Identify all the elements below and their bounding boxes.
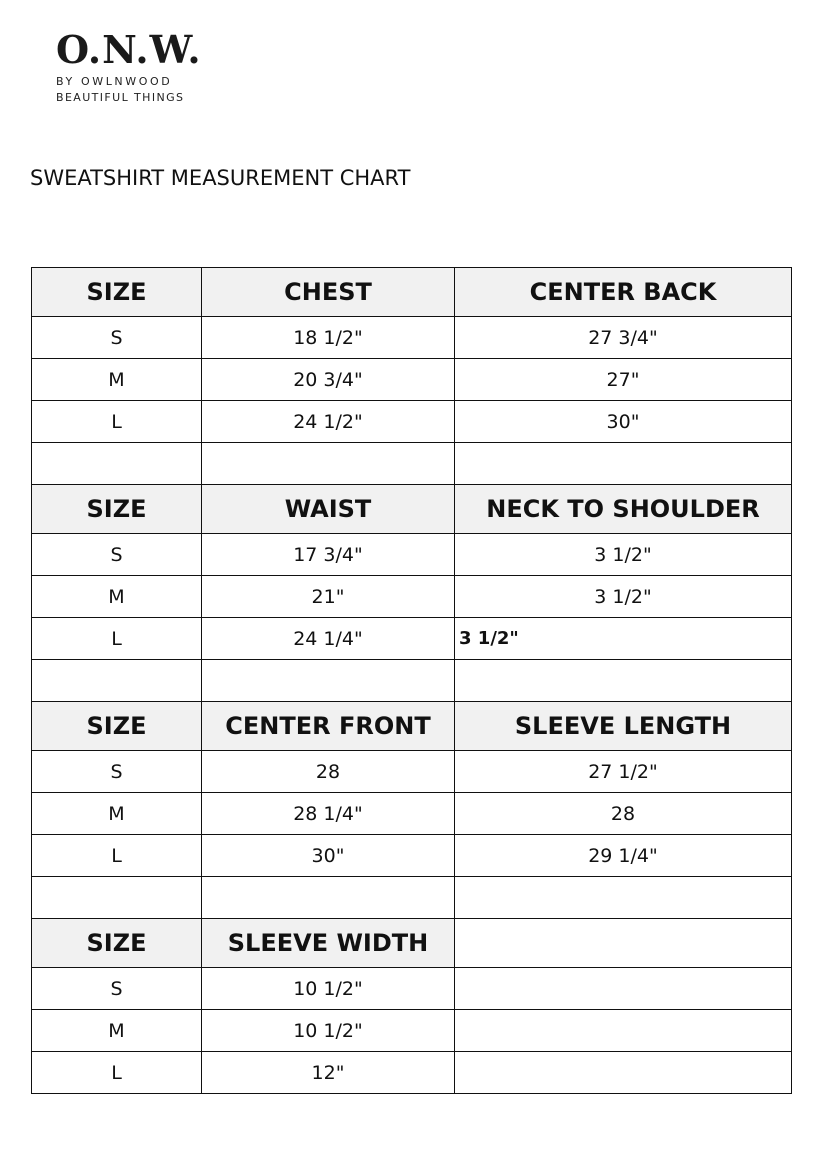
value-cell: 3 1/2" [455, 534, 792, 576]
value-cell: 27 3/4" [455, 317, 792, 359]
section-header-row [32, 919, 792, 968]
section-header-row [32, 268, 792, 317]
size-cell: M [32, 359, 202, 401]
size-cell: S [32, 968, 202, 1010]
header-cell: SIZE [32, 485, 202, 534]
table-row [32, 317, 792, 359]
empty-cell [202, 443, 455, 485]
section-header-row [32, 485, 792, 534]
section-header-row [32, 702, 792, 751]
size-cell: L [32, 1052, 202, 1094]
empty-cell [455, 443, 792, 485]
empty-cell [455, 1052, 792, 1094]
size-cell: S [32, 534, 202, 576]
header-cell: CHEST [202, 268, 455, 317]
value-cell: 20 3/4" [202, 359, 455, 401]
value-cell: 30" [455, 401, 792, 443]
empty-cell [32, 877, 202, 919]
value-cell: 10 1/2" [202, 1010, 455, 1052]
brand-logo [56, 28, 202, 106]
table-row [32, 968, 792, 1010]
brand-tagline: BEAUTIFUL THINGS [56, 91, 185, 104]
spacer-row [32, 443, 792, 485]
size-cell: L [32, 401, 202, 443]
table-row [32, 835, 792, 877]
size-cell: S [32, 317, 202, 359]
size-cell: S [32, 751, 202, 793]
header-cell: SLEEVE LENGTH [455, 702, 792, 751]
empty-cell [455, 660, 792, 702]
empty-cell [455, 1010, 792, 1052]
empty-cell [202, 660, 455, 702]
value-cell: 3 1/2" [455, 618, 792, 660]
table-row [32, 751, 792, 793]
empty-cell [32, 443, 202, 485]
measurement-table [31, 267, 792, 1094]
empty-cell [455, 877, 792, 919]
size-cell: M [32, 576, 202, 618]
table-row [32, 576, 792, 618]
table-row [32, 793, 792, 835]
empty-cell [202, 877, 455, 919]
value-cell: 29 1/4" [455, 835, 792, 877]
value-cell: 28 [202, 751, 455, 793]
size-cell: M [32, 793, 202, 835]
table-row [32, 1010, 792, 1052]
brand-mark: O.N.W. [56, 27, 202, 72]
value-cell: 10 1/2" [202, 968, 455, 1010]
value-cell: 28 1/4" [202, 793, 455, 835]
size-cell: L [32, 835, 202, 877]
table-row [32, 618, 792, 660]
value-cell: 24 1/4" [202, 618, 455, 660]
table-row [32, 1052, 792, 1094]
table-row [32, 359, 792, 401]
header-cell: SIZE [32, 268, 202, 317]
table-row [32, 401, 792, 443]
size-cell: L [32, 618, 202, 660]
value-cell: 21" [202, 576, 455, 618]
empty-cell [455, 919, 792, 968]
value-cell: 12" [202, 1052, 455, 1094]
value-cell: 24 1/2" [202, 401, 455, 443]
value-cell: 18 1/2" [202, 317, 455, 359]
value-cell: 28 [455, 793, 792, 835]
header-cell: NECK TO SHOULDER [455, 485, 792, 534]
size-cell: M [32, 1010, 202, 1052]
spacer-row [32, 877, 792, 919]
header-cell: WAIST [202, 485, 455, 534]
header-cell: CENTER FRONT [202, 702, 455, 751]
value-cell: 17 3/4" [202, 534, 455, 576]
header-cell: SLEEVE WIDTH [202, 919, 455, 968]
empty-cell [32, 660, 202, 702]
spacer-row [32, 660, 792, 702]
empty-cell [455, 968, 792, 1010]
page-title: SWEATSHIRT MEASUREMENT CHART [30, 166, 411, 190]
value-cell: 3 1/2" [455, 576, 792, 618]
header-cell: SIZE [32, 919, 202, 968]
value-cell: 30" [202, 835, 455, 877]
brand-byline: BY OWLNWOOD [56, 75, 173, 88]
value-cell: 27" [455, 359, 792, 401]
table-row [32, 534, 792, 576]
header-cell: SIZE [32, 702, 202, 751]
header-cell: CENTER BACK [455, 268, 792, 317]
value-cell: 27 1/2" [455, 751, 792, 793]
